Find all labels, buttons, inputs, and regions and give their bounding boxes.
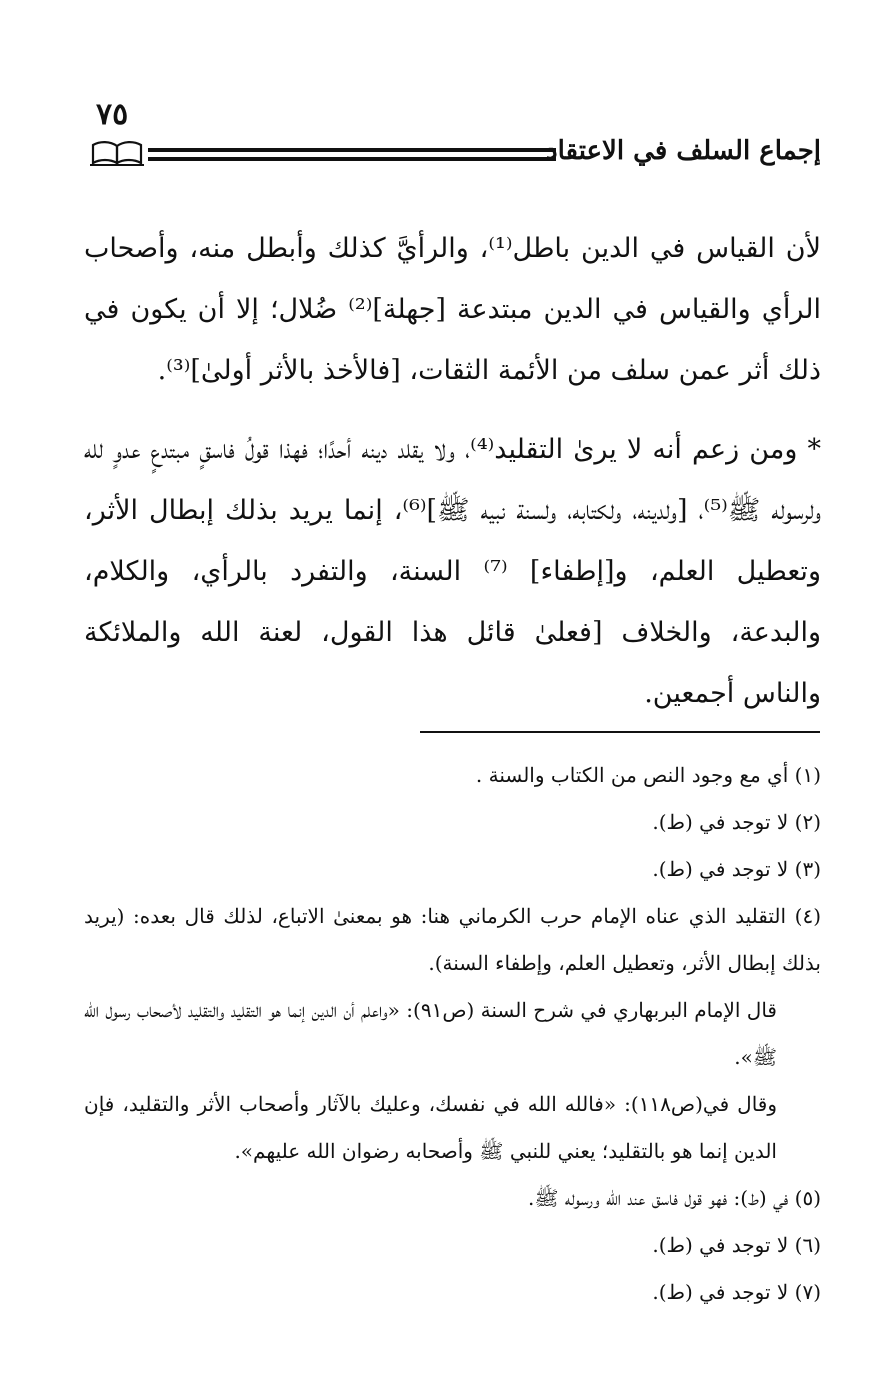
footnote: (٤) التقليد الذي عناه الإمام حرب الكرماني هنا: هو بمعنىٰ الاتباع، لذلك قال بعده: (يريد بذلك إبطال الأثر، وتعطيل العلم، وإطفاء السنة). — [84, 904, 821, 975]
header-double-rule — [148, 148, 556, 162]
footnote: (٦) لا توجد في (ط). — [652, 1233, 821, 1257]
page-number: ٧٥ — [96, 97, 129, 132]
open-book-icon — [90, 140, 144, 166]
footnote-separator — [420, 731, 820, 733]
footnote: (١) أي مع وجود النص من الكتاب والسنة . — [475, 763, 821, 787]
footnotes — [84, 752, 821, 1316]
main-text — [84, 218, 821, 724]
running-title: إجماع السلف في الاعتقاد — [546, 136, 821, 166]
footnote: (٥) في (ط): فهو قول فاسق عند الله ورسوله ﷺ. — [527, 1186, 821, 1210]
footnote: (٧) لا توجد في (ط). — [652, 1280, 821, 1304]
body-paragraph: لأن القياس في الدين باطل⁽¹⁾، والرأيَّ كذلك وأبطل منه، وأصحاب الرأي والقياس في الدين مبتدعة [جهلة]⁽²⁾ ضُلال؛ إلا أن يكون في ذلك أثر عمن سلف من الأئمة الثقات، [فالأخذ بالأثر أولىٰ]⁽³⁾. — [84, 233, 821, 386]
footnote-continuation: قال الإمام البربهاري في شرح السنة (ص٩١): «واعلم أن الدين إنما هو التقليد والتقليد لأصحاب رسول الله ﷺ». — [84, 998, 777, 1069]
footnote: (٢) لا توجد في (ط). — [652, 810, 821, 834]
footnote-continuation: وقال في(ص١١٨): «فالله الله في نفسك، وعليك بالآثار وأصحاب الأثر والتقليد، فإن الدين إنما هو بالتقليد؛ يعني للنبي ﷺ وأصحابه رضوان الله عليهم». — [84, 1092, 778, 1163]
footnote: (٣) لا توجد في (ط). — [652, 857, 821, 881]
body-paragraph: * ومن زعم أنه لا يرىٰ التقليد⁽⁴⁾، ولا يقلد دينه أحدًا؛ فهذا قولُ فاسقٍ مبتدعٍ عدوٍ لله ولرسوله ﷺ⁽⁵⁾، [ولدينه، ولكتابه، ولسنة نبيه ﷺ]⁽⁶⁾، إنما يريد بذلك إبطال الأثر، وتعطيل العلم، و[إطفاء] ⁽⁷⁾ السنة، والتفرد بالرأي، والكلام، والبدعة، والخلاف [فعلىٰ قائل هذا القول، لعنة الله والملائكة والناس أجمعين. — [84, 434, 821, 709]
